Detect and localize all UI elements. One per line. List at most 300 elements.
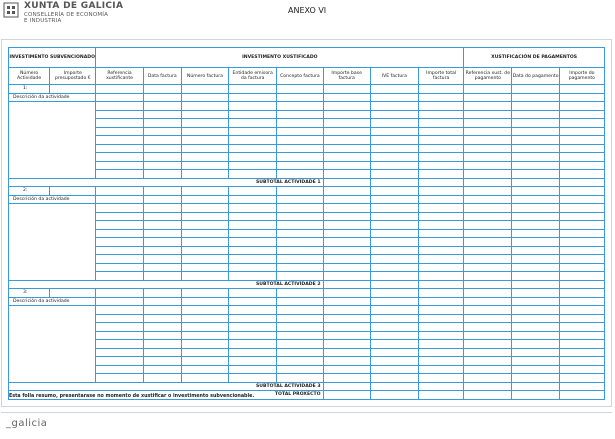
table-cell[interactable] bbox=[370, 102, 418, 111]
table-cell[interactable] bbox=[419, 280, 464, 289]
table-cell[interactable] bbox=[370, 246, 418, 255]
table-cell[interactable] bbox=[464, 93, 512, 102]
table-cell[interactable] bbox=[370, 331, 418, 340]
table-cell[interactable] bbox=[277, 212, 323, 221]
table-cell[interactable] bbox=[559, 204, 604, 213]
table-cell[interactable] bbox=[512, 306, 559, 315]
table-cell[interactable] bbox=[512, 340, 559, 349]
table-cell[interactable] bbox=[96, 204, 143, 213]
table-cell[interactable] bbox=[559, 110, 604, 119]
table-cell[interactable] bbox=[277, 255, 323, 264]
table-cell[interactable] bbox=[323, 340, 370, 349]
table-cell[interactable] bbox=[143, 306, 181, 315]
table-cell[interactable] bbox=[512, 153, 559, 162]
table-cell[interactable] bbox=[143, 238, 181, 247]
table-cell[interactable] bbox=[229, 119, 277, 128]
table-cell[interactable] bbox=[464, 391, 512, 400]
activity-description-field[interactable] bbox=[9, 306, 96, 383]
table-cell[interactable] bbox=[419, 204, 464, 213]
table-cell[interactable] bbox=[464, 221, 512, 230]
table-cell[interactable] bbox=[229, 85, 277, 94]
table-cell[interactable] bbox=[559, 391, 604, 400]
table-cell[interactable] bbox=[464, 365, 512, 374]
table-cell[interactable] bbox=[559, 187, 604, 196]
table-cell[interactable] bbox=[277, 331, 323, 340]
table-cell[interactable] bbox=[96, 340, 143, 349]
table-cell[interactable] bbox=[143, 263, 181, 272]
table-cell[interactable] bbox=[559, 221, 604, 230]
table-cell[interactable] bbox=[229, 314, 277, 323]
table-cell[interactable] bbox=[512, 331, 559, 340]
table-cell[interactable] bbox=[229, 153, 277, 162]
table-cell[interactable] bbox=[323, 289, 370, 298]
table-cell[interactable] bbox=[419, 102, 464, 111]
table-cell[interactable] bbox=[464, 170, 512, 179]
table-cell[interactable] bbox=[323, 246, 370, 255]
table-cell[interactable] bbox=[419, 391, 464, 400]
table-cell[interactable] bbox=[229, 127, 277, 136]
table-cell[interactable] bbox=[512, 246, 559, 255]
table-cell[interactable] bbox=[50, 289, 96, 298]
table-cell[interactable] bbox=[96, 85, 143, 94]
table-cell[interactable] bbox=[96, 263, 143, 272]
table-cell[interactable] bbox=[512, 289, 559, 298]
table-cell[interactable] bbox=[464, 204, 512, 213]
table-cell[interactable] bbox=[370, 204, 418, 213]
table-cell[interactable] bbox=[229, 110, 277, 119]
table-cell[interactable] bbox=[323, 365, 370, 374]
table-cell[interactable] bbox=[143, 229, 181, 238]
table-cell[interactable] bbox=[419, 119, 464, 128]
table-cell[interactable] bbox=[323, 178, 370, 187]
table-cell[interactable] bbox=[229, 161, 277, 170]
table-cell[interactable] bbox=[96, 127, 143, 136]
table-cell[interactable] bbox=[229, 263, 277, 272]
table-cell[interactable] bbox=[96, 323, 143, 332]
table-cell[interactable] bbox=[419, 144, 464, 153]
table-cell[interactable] bbox=[370, 297, 418, 306]
table-cell[interactable] bbox=[512, 136, 559, 145]
table-cell[interactable] bbox=[277, 127, 323, 136]
table-cell[interactable] bbox=[181, 297, 228, 306]
table-cell[interactable] bbox=[277, 110, 323, 119]
table-cell[interactable] bbox=[181, 93, 228, 102]
table-cell[interactable] bbox=[181, 212, 228, 221]
table-cell[interactable] bbox=[464, 110, 512, 119]
table-cell[interactable] bbox=[419, 170, 464, 179]
table-cell[interactable] bbox=[370, 323, 418, 332]
table-cell[interactable] bbox=[277, 306, 323, 315]
table-cell[interactable] bbox=[559, 382, 604, 391]
table-cell[interactable] bbox=[96, 110, 143, 119]
table-cell[interactable] bbox=[277, 246, 323, 255]
table-cell[interactable] bbox=[143, 102, 181, 111]
table-cell[interactable] bbox=[277, 195, 323, 204]
table-cell[interactable] bbox=[143, 297, 181, 306]
table-cell[interactable] bbox=[559, 314, 604, 323]
table-cell[interactable] bbox=[464, 272, 512, 281]
table-cell[interactable] bbox=[181, 229, 228, 238]
table-cell[interactable] bbox=[277, 136, 323, 145]
table-cell[interactable] bbox=[464, 289, 512, 298]
table-cell[interactable] bbox=[419, 246, 464, 255]
table-cell[interactable] bbox=[559, 246, 604, 255]
table-cell[interactable] bbox=[323, 85, 370, 94]
table-cell[interactable] bbox=[50, 85, 96, 94]
table-cell[interactable] bbox=[559, 357, 604, 366]
table-cell[interactable] bbox=[323, 221, 370, 230]
table-cell[interactable] bbox=[323, 153, 370, 162]
table-cell[interactable] bbox=[323, 102, 370, 111]
table-cell[interactable] bbox=[419, 365, 464, 374]
table-cell[interactable] bbox=[181, 263, 228, 272]
table-cell[interactable] bbox=[559, 263, 604, 272]
table-cell[interactable] bbox=[559, 365, 604, 374]
table-cell[interactable] bbox=[512, 221, 559, 230]
table-cell[interactable] bbox=[229, 297, 277, 306]
table-cell[interactable] bbox=[323, 306, 370, 315]
table-cell[interactable] bbox=[181, 136, 228, 145]
table-cell[interactable] bbox=[277, 204, 323, 213]
table-cell[interactable] bbox=[559, 144, 604, 153]
table-cell[interactable] bbox=[370, 289, 418, 298]
table-cell[interactable] bbox=[559, 195, 604, 204]
table-cell[interactable] bbox=[419, 255, 464, 264]
table-cell[interactable] bbox=[370, 348, 418, 357]
table-cell[interactable] bbox=[143, 272, 181, 281]
table-cell[interactable] bbox=[229, 187, 277, 196]
table-cell[interactable] bbox=[512, 280, 559, 289]
table-cell[interactable] bbox=[323, 161, 370, 170]
table-cell[interactable] bbox=[143, 119, 181, 128]
table-cell[interactable] bbox=[512, 127, 559, 136]
table-cell[interactable] bbox=[323, 357, 370, 366]
table-cell[interactable] bbox=[419, 348, 464, 357]
table-cell[interactable] bbox=[512, 178, 559, 187]
table-cell[interactable] bbox=[323, 204, 370, 213]
table-cell[interactable] bbox=[143, 153, 181, 162]
table-cell[interactable] bbox=[370, 195, 418, 204]
table-cell[interactable] bbox=[323, 391, 370, 400]
table-cell[interactable] bbox=[512, 204, 559, 213]
table-cell[interactable] bbox=[464, 382, 512, 391]
table-cell[interactable] bbox=[96, 102, 143, 111]
table-cell[interactable] bbox=[323, 170, 370, 179]
table-cell[interactable] bbox=[559, 280, 604, 289]
table-cell[interactable] bbox=[370, 187, 418, 196]
table-cell[interactable] bbox=[96, 136, 143, 145]
table-cell[interactable] bbox=[277, 365, 323, 374]
table-cell[interactable] bbox=[229, 357, 277, 366]
table-cell[interactable] bbox=[370, 272, 418, 281]
table-cell[interactable] bbox=[512, 382, 559, 391]
table-cell[interactable] bbox=[512, 272, 559, 281]
table-cell[interactable] bbox=[96, 314, 143, 323]
table-cell[interactable] bbox=[323, 348, 370, 357]
table-cell[interactable] bbox=[229, 348, 277, 357]
table-cell[interactable] bbox=[419, 161, 464, 170]
table-cell[interactable] bbox=[370, 374, 418, 383]
table-cell[interactable] bbox=[559, 127, 604, 136]
table-cell[interactable] bbox=[96, 161, 143, 170]
table-cell[interactable] bbox=[277, 187, 323, 196]
table-cell[interactable] bbox=[181, 289, 228, 298]
table-cell[interactable] bbox=[181, 161, 228, 170]
table-cell[interactable] bbox=[143, 170, 181, 179]
table-cell[interactable] bbox=[96, 170, 143, 179]
table-cell[interactable] bbox=[419, 263, 464, 272]
table-cell[interactable] bbox=[181, 323, 228, 332]
table-cell[interactable] bbox=[96, 221, 143, 230]
table-cell[interactable] bbox=[277, 85, 323, 94]
table-cell[interactable] bbox=[512, 323, 559, 332]
table-cell[interactable] bbox=[229, 306, 277, 315]
table-cell[interactable] bbox=[181, 204, 228, 213]
table-cell[interactable] bbox=[143, 340, 181, 349]
table-cell[interactable] bbox=[143, 212, 181, 221]
table-cell[interactable] bbox=[370, 178, 418, 187]
table-cell[interactable] bbox=[419, 221, 464, 230]
table-cell[interactable] bbox=[181, 314, 228, 323]
table-cell[interactable] bbox=[370, 212, 418, 221]
table-cell[interactable] bbox=[370, 365, 418, 374]
table-cell[interactable] bbox=[143, 348, 181, 357]
table-cell[interactable] bbox=[512, 212, 559, 221]
table-cell[interactable] bbox=[464, 212, 512, 221]
table-cell[interactable] bbox=[370, 382, 418, 391]
table-cell[interactable] bbox=[370, 229, 418, 238]
table-cell[interactable] bbox=[181, 153, 228, 162]
table-cell[interactable] bbox=[419, 93, 464, 102]
table-cell[interactable] bbox=[370, 238, 418, 247]
table-cell[interactable] bbox=[277, 238, 323, 247]
table-cell[interactable] bbox=[181, 255, 228, 264]
table-cell[interactable] bbox=[277, 170, 323, 179]
table-cell[interactable] bbox=[96, 212, 143, 221]
table-cell[interactable] bbox=[229, 246, 277, 255]
table-cell[interactable] bbox=[464, 280, 512, 289]
table-cell[interactable] bbox=[370, 144, 418, 153]
table-cell[interactable] bbox=[512, 297, 559, 306]
table-cell[interactable] bbox=[512, 119, 559, 128]
table-cell[interactable] bbox=[143, 374, 181, 383]
table-cell[interactable] bbox=[370, 136, 418, 145]
table-cell[interactable] bbox=[323, 323, 370, 332]
table-cell[interactable] bbox=[181, 340, 228, 349]
table-cell[interactable] bbox=[229, 170, 277, 179]
table-cell[interactable] bbox=[512, 255, 559, 264]
table-cell[interactable] bbox=[229, 204, 277, 213]
table-cell[interactable] bbox=[419, 382, 464, 391]
table-cell[interactable] bbox=[419, 306, 464, 315]
table-cell[interactable] bbox=[323, 144, 370, 153]
table-cell[interactable] bbox=[559, 178, 604, 187]
table-cell[interactable] bbox=[419, 136, 464, 145]
table-cell[interactable] bbox=[512, 314, 559, 323]
activity-description-field[interactable] bbox=[9, 204, 96, 281]
table-cell[interactable] bbox=[419, 85, 464, 94]
table-cell[interactable] bbox=[559, 374, 604, 383]
table-cell[interactable] bbox=[464, 314, 512, 323]
table-cell[interactable] bbox=[277, 323, 323, 332]
table-cell[interactable] bbox=[181, 85, 228, 94]
table-cell[interactable] bbox=[277, 314, 323, 323]
activity-description-field[interactable] bbox=[9, 102, 96, 179]
table-cell[interactable] bbox=[419, 229, 464, 238]
table-cell[interactable] bbox=[559, 323, 604, 332]
table-cell[interactable] bbox=[512, 348, 559, 357]
table-cell[interactable] bbox=[370, 153, 418, 162]
table-cell[interactable] bbox=[96, 348, 143, 357]
table-cell[interactable] bbox=[512, 391, 559, 400]
table-cell[interactable] bbox=[229, 255, 277, 264]
table-cell[interactable] bbox=[464, 263, 512, 272]
table-cell[interactable] bbox=[143, 204, 181, 213]
table-cell[interactable] bbox=[559, 306, 604, 315]
table-cell[interactable] bbox=[96, 144, 143, 153]
table-cell[interactable] bbox=[229, 340, 277, 349]
table-cell[interactable] bbox=[370, 255, 418, 264]
table-cell[interactable] bbox=[143, 365, 181, 374]
table-cell[interactable] bbox=[323, 93, 370, 102]
table-cell[interactable] bbox=[370, 306, 418, 315]
table-cell[interactable] bbox=[181, 221, 228, 230]
table-cell[interactable] bbox=[96, 195, 143, 204]
table-cell[interactable] bbox=[181, 110, 228, 119]
table-cell[interactable] bbox=[96, 246, 143, 255]
table-cell[interactable] bbox=[229, 229, 277, 238]
table-cell[interactable] bbox=[229, 289, 277, 298]
table-cell[interactable] bbox=[229, 136, 277, 145]
table-cell[interactable] bbox=[277, 221, 323, 230]
table-cell[interactable] bbox=[277, 229, 323, 238]
table-cell[interactable] bbox=[464, 348, 512, 357]
table-cell[interactable] bbox=[229, 238, 277, 247]
table-cell[interactable] bbox=[512, 238, 559, 247]
table-cell[interactable] bbox=[419, 212, 464, 221]
table-cell[interactable] bbox=[277, 340, 323, 349]
table-cell[interactable] bbox=[96, 331, 143, 340]
table-cell[interactable] bbox=[370, 357, 418, 366]
table-cell[interactable] bbox=[323, 314, 370, 323]
table-cell[interactable] bbox=[559, 119, 604, 128]
table-cell[interactable] bbox=[229, 272, 277, 281]
table-cell[interactable] bbox=[181, 272, 228, 281]
table-cell[interactable] bbox=[96, 238, 143, 247]
table-cell[interactable] bbox=[512, 85, 559, 94]
table-cell[interactable] bbox=[96, 153, 143, 162]
table-cell[interactable] bbox=[464, 255, 512, 264]
table-cell[interactable] bbox=[512, 229, 559, 238]
table-cell[interactable] bbox=[229, 331, 277, 340]
table-cell[interactable] bbox=[464, 195, 512, 204]
table-cell[interactable] bbox=[143, 161, 181, 170]
table-cell[interactable] bbox=[559, 348, 604, 357]
table-cell[interactable] bbox=[143, 255, 181, 264]
table-cell[interactable] bbox=[559, 331, 604, 340]
table-cell[interactable] bbox=[229, 374, 277, 383]
table-cell[interactable] bbox=[277, 297, 323, 306]
table-cell[interactable] bbox=[229, 144, 277, 153]
table-cell[interactable] bbox=[512, 374, 559, 383]
table-cell[interactable] bbox=[323, 374, 370, 383]
table-cell[interactable] bbox=[277, 144, 323, 153]
table-cell[interactable] bbox=[464, 187, 512, 196]
table-cell[interactable] bbox=[370, 170, 418, 179]
table-cell[interactable] bbox=[181, 357, 228, 366]
table-cell[interactable] bbox=[323, 136, 370, 145]
table-cell[interactable] bbox=[143, 93, 181, 102]
table-cell[interactable] bbox=[229, 93, 277, 102]
table-cell[interactable] bbox=[181, 127, 228, 136]
table-cell[interactable] bbox=[464, 153, 512, 162]
table-cell[interactable] bbox=[181, 144, 228, 153]
table-cell[interactable] bbox=[464, 144, 512, 153]
table-cell[interactable] bbox=[96, 229, 143, 238]
table-cell[interactable] bbox=[419, 127, 464, 136]
table-cell[interactable] bbox=[229, 221, 277, 230]
table-cell[interactable] bbox=[143, 221, 181, 230]
table-cell[interactable] bbox=[559, 272, 604, 281]
table-cell[interactable] bbox=[464, 238, 512, 247]
table-cell[interactable] bbox=[181, 331, 228, 340]
table-cell[interactable] bbox=[229, 195, 277, 204]
table-cell[interactable] bbox=[323, 263, 370, 272]
table-cell[interactable] bbox=[143, 246, 181, 255]
table-cell[interactable] bbox=[464, 229, 512, 238]
table-cell[interactable] bbox=[512, 170, 559, 179]
table-cell[interactable] bbox=[512, 93, 559, 102]
table-cell[interactable] bbox=[512, 110, 559, 119]
table-cell[interactable] bbox=[419, 323, 464, 332]
table-cell[interactable] bbox=[277, 272, 323, 281]
table-cell[interactable] bbox=[559, 102, 604, 111]
table-cell[interactable] bbox=[419, 289, 464, 298]
table-cell[interactable] bbox=[277, 263, 323, 272]
table-cell[interactable] bbox=[419, 178, 464, 187]
table-cell[interactable] bbox=[370, 340, 418, 349]
table-cell[interactable] bbox=[419, 153, 464, 162]
table-cell[interactable] bbox=[464, 340, 512, 349]
table-cell[interactable] bbox=[370, 263, 418, 272]
table-cell[interactable] bbox=[96, 365, 143, 374]
table-cell[interactable] bbox=[181, 374, 228, 383]
table-cell[interactable] bbox=[277, 374, 323, 383]
table-cell[interactable] bbox=[143, 314, 181, 323]
table-cell[interactable] bbox=[277, 357, 323, 366]
table-cell[interactable] bbox=[96, 306, 143, 315]
table-cell[interactable] bbox=[143, 136, 181, 145]
table-cell[interactable] bbox=[464, 119, 512, 128]
table-cell[interactable] bbox=[419, 374, 464, 383]
table-cell[interactable] bbox=[277, 348, 323, 357]
table-cell[interactable] bbox=[277, 93, 323, 102]
table-cell[interactable] bbox=[181, 238, 228, 247]
table-cell[interactable] bbox=[559, 93, 604, 102]
table-cell[interactable] bbox=[181, 348, 228, 357]
table-cell[interactable] bbox=[50, 187, 96, 196]
table-cell[interactable] bbox=[96, 255, 143, 264]
table-cell[interactable] bbox=[181, 187, 228, 196]
table-cell[interactable] bbox=[229, 102, 277, 111]
table-cell[interactable] bbox=[464, 374, 512, 383]
table-cell[interactable] bbox=[143, 144, 181, 153]
table-cell[interactable] bbox=[323, 382, 370, 391]
table-cell[interactable] bbox=[370, 127, 418, 136]
table-cell[interactable] bbox=[464, 297, 512, 306]
table-cell[interactable] bbox=[96, 272, 143, 281]
table-cell[interactable] bbox=[277, 102, 323, 111]
